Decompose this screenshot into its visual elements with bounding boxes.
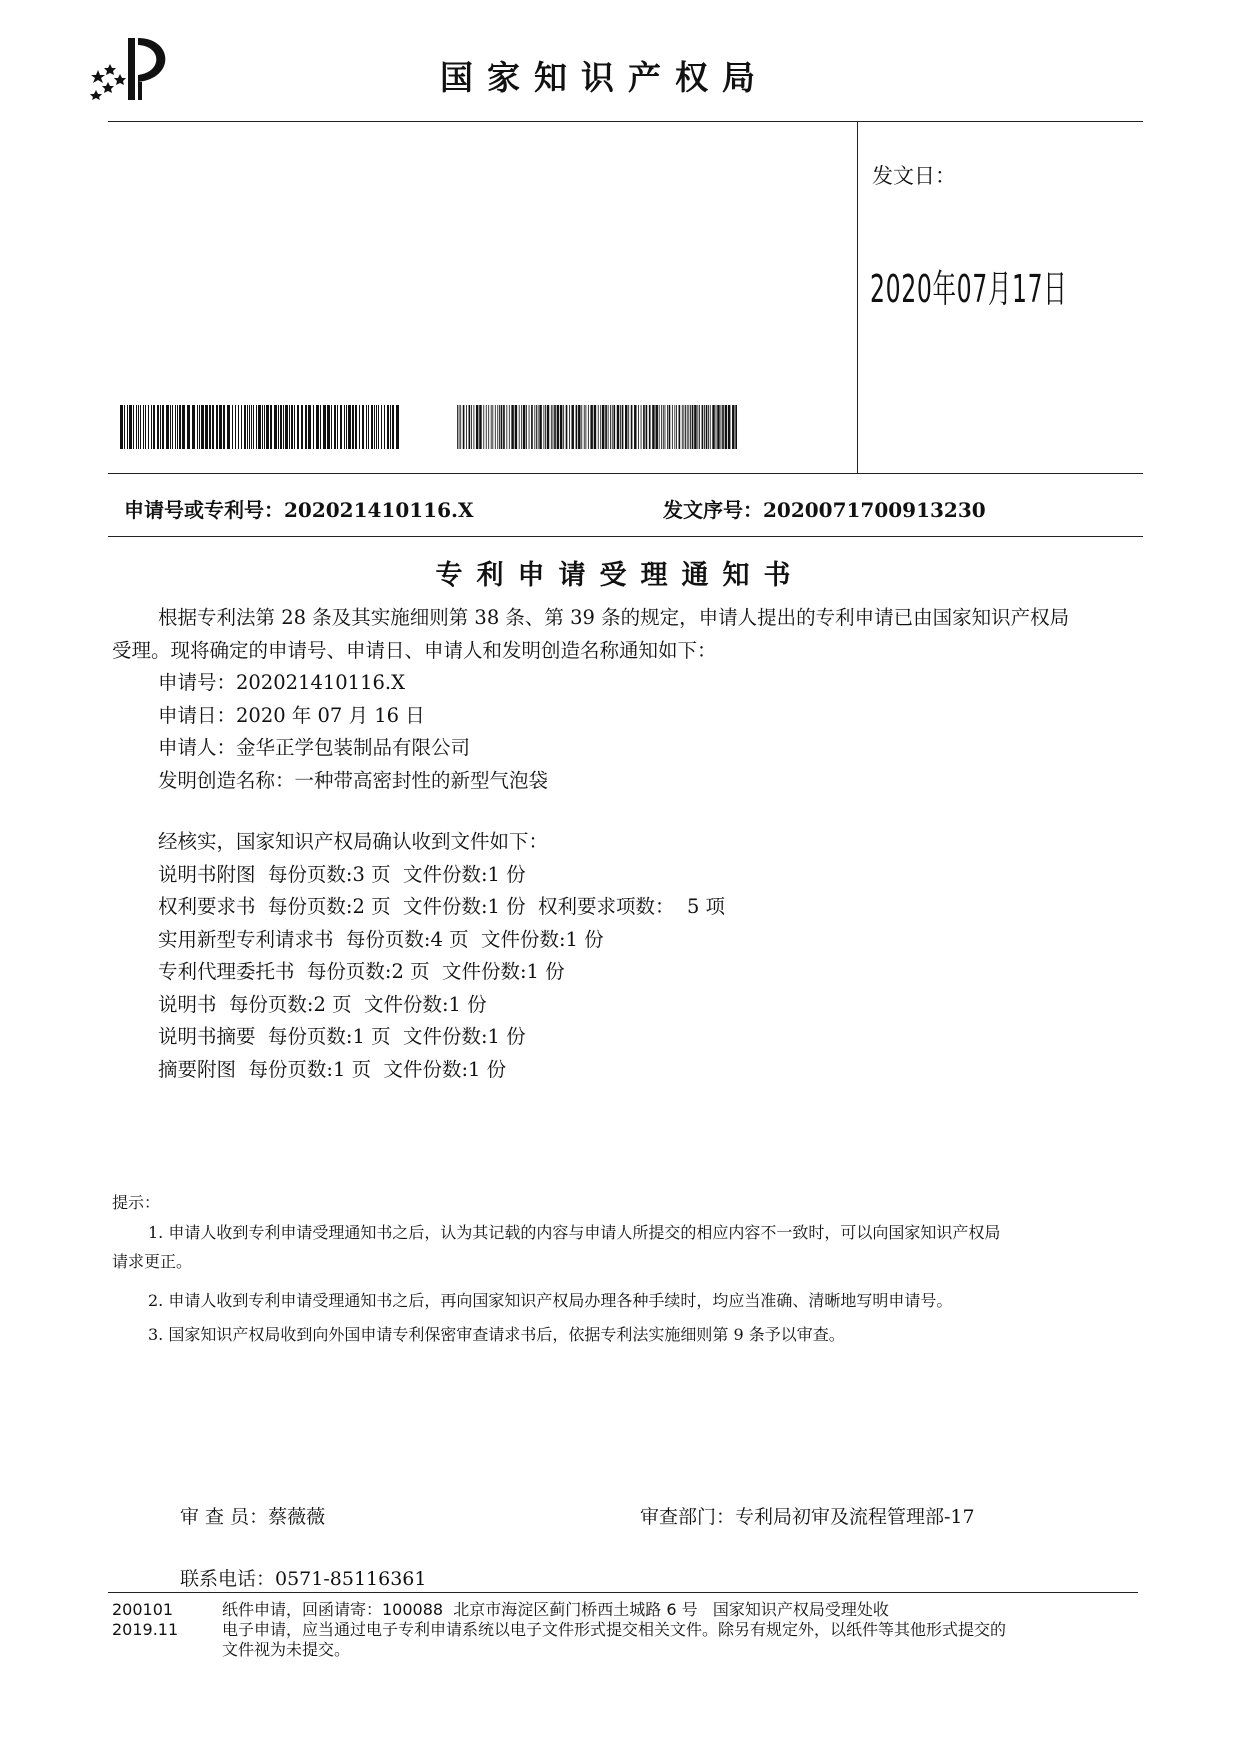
footer-electronic-line-1: 电子申请，应当通过电子专利申请系统以电子文件形式提交相关文件。除另有规定外，以纸件等其他形式提交的 bbox=[222, 1620, 1007, 1639]
intro-line-2: 受理。现将确定的申请号、申请日、申请人和发明创造名称通知如下： bbox=[112, 638, 717, 662]
document-item: 权利要求书 每份页数:2 页 文件份数:1 份 权利要求项数： 5 项 bbox=[158, 895, 726, 918]
barcode-divider bbox=[108, 473, 1143, 474]
footer-paper-line: 纸件申请，回函请寄：100088 北京市海淀区蓟门桥西土城路 6 号 国家知识产权局受理处收 bbox=[222, 1600, 889, 1619]
serial-number-label: 发文序号： bbox=[663, 498, 763, 522]
document-item: 实用新型专利请求书 每份页数:4 页 文件份数:1 份 bbox=[158, 927, 604, 951]
document-item: 说明书附图 每份页数:3 页 文件份数:1 份 bbox=[158, 862, 526, 886]
contact-phone: 联系电话：0571-85116361 bbox=[180, 1568, 427, 1590]
intro-line-1: 根据专利法第 28 条及其实施细则第 38 条、第 39 条的规定，申请人提出的专利申请已由国家知识产权局 bbox=[158, 606, 1070, 629]
field-application-date: 申请日：2020 年 07 月 16 日 bbox=[158, 703, 425, 727]
document-item: 说明书摘要 每份页数:1 页 文件份数:1 份 bbox=[158, 1025, 526, 1048]
tip-2-text: 2. 申请人收到专利申请受理通知书之后，再向国家知识产权局办理各种手续时，均应当准确、清晰地写明申请号。 bbox=[148, 1291, 953, 1310]
field-applicant: 申请人：金华正学包装制品有限公司 bbox=[158, 736, 471, 759]
examination-department: 审查部门：专利局初审及流程管理部-17 bbox=[640, 1506, 975, 1528]
application-number-row bbox=[124, 494, 473, 523]
document-item: 摘要附图 每份页数:1 页 文件份数:1 份 bbox=[158, 1057, 507, 1081]
field-application-number: 申请号：202021410116.X bbox=[158, 671, 405, 694]
tips-heading: 提示： bbox=[112, 1193, 161, 1212]
notice-title: 专利申请受理通知书 bbox=[435, 560, 805, 591]
received-intro: 经核实，国家知识产权局确认收到文件如下： bbox=[158, 830, 549, 853]
tip-item-2 bbox=[112, 1286, 1178, 1315]
notice-intro bbox=[112, 602, 1152, 667]
barcode-right bbox=[457, 405, 737, 449]
issue-date-stamp: 2020年07月17日 bbox=[870, 267, 1068, 311]
issue-date-label: 发文日： bbox=[872, 164, 956, 188]
office-name: 国家知识产权局 bbox=[440, 58, 769, 97]
footer-version: 2019.11 bbox=[112, 1620, 179, 1639]
tip-3-text: 3. 国家知识产权局收到向外国申请专利保密审查请求书后，依据专利法实施细则第 9 条予以审查。 bbox=[148, 1325, 845, 1344]
application-number-label: 申请号或专利号： bbox=[124, 498, 284, 522]
header-divider bbox=[108, 121, 1143, 122]
field-invention-title: 发明创造名称：一种带高密封性的新型气泡袋 bbox=[158, 768, 549, 792]
document-item: 专利代理委托书 每份页数:2 页 文件份数:1 份 bbox=[158, 960, 565, 983]
date-box-divider bbox=[857, 121, 858, 473]
barcode-left bbox=[120, 405, 400, 449]
tip-1-line-2: 请求更正。 bbox=[112, 1252, 193, 1271]
application-fields bbox=[158, 667, 548, 797]
tip-item-1 bbox=[112, 1218, 1142, 1276]
tip-1-line-1: 1. 申请人收到专利申请受理通知书之后，认为其记载的内容与申请人所提交的相应内容不一致时，可以向国家知识产权局 bbox=[148, 1223, 1001, 1242]
tip-item-3 bbox=[112, 1320, 1178, 1349]
document-item: 说明书 每份页数:2 页 文件份数:1 份 bbox=[158, 992, 487, 1016]
serial-number: 2020071700913230 bbox=[763, 498, 986, 522]
examiner: 审 查 员：蔡薇薇 bbox=[180, 1506, 326, 1528]
cnipa-logo-icon bbox=[88, 30, 183, 100]
serial-number-row bbox=[663, 494, 986, 523]
footer-code: 200101 bbox=[112, 1600, 174, 1619]
received-documents bbox=[158, 826, 725, 1086]
footer-electronic-line-2: 文件视为未提交。 bbox=[222, 1640, 351, 1659]
footer-divider bbox=[108, 1592, 1138, 1593]
application-number: 202021410116.X bbox=[284, 498, 474, 522]
meta-divider bbox=[108, 536, 1143, 537]
